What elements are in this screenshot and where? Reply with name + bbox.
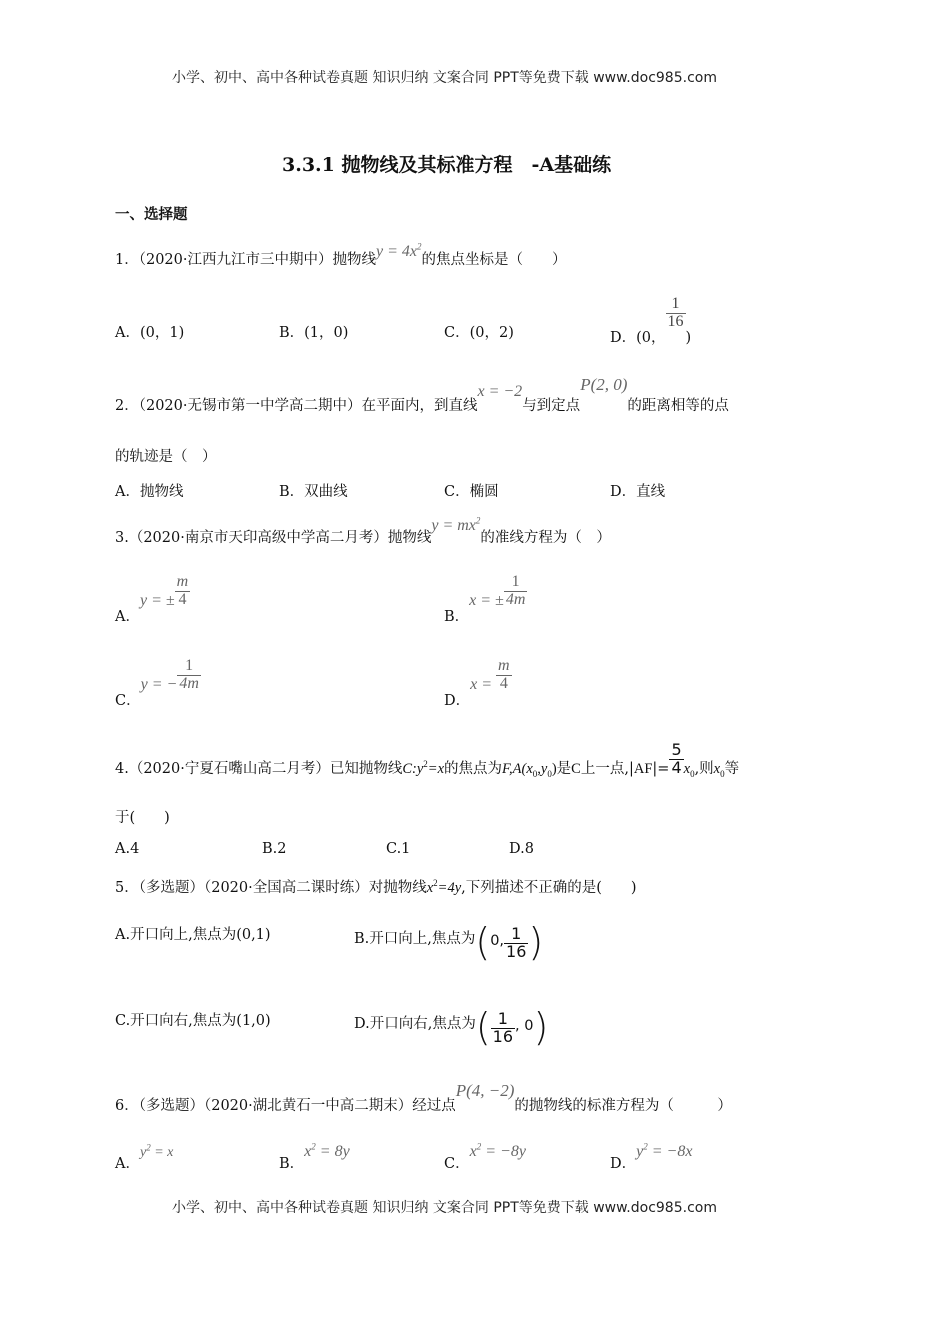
section-heading: 一、选择题	[115, 206, 188, 223]
q2-option-b[interactable]: B．双曲线	[279, 484, 348, 500]
q2-option-d[interactable]: D．直线	[610, 484, 666, 500]
q3-option-c[interactable]: C．y = − $\frac{1}{4m}$	[115, 657, 199, 710]
q2-option-c[interactable]: C．椭圆	[444, 484, 499, 500]
q5b-fraction: $\frac{1}{16}$	[506, 923, 527, 961]
q2-stem-d: 的轨迹是（ ）	[115, 449, 217, 465]
question-6: 6．（多选题）（2020·湖北黄石一中高二期末）经过点P(4, −2)的抛物线的标准方程为（ ）	[115, 1081, 732, 1114]
q5-option-d[interactable]: D.开口向右,焦点为( $\frac{1}{16}$ , 0)	[354, 1005, 549, 1049]
q1-fraction: $\frac{1}{16}$	[667, 295, 684, 330]
q6-option-b[interactable]: B．$x^2 = 8y$	[279, 1141, 350, 1172]
q6-point: P(4, −2)	[455, 1081, 515, 1100]
page-title: 3.3.1 抛物线及其标准方程 -A基础练	[282, 154, 612, 176]
q4-stem-h: 于( )	[115, 810, 170, 826]
q1-option-d[interactable]: D．(0， $\frac{1}{16}$ )	[610, 295, 692, 347]
question-1	[115, 241, 567, 269]
q5-option-a[interactable]: A.开口向上,焦点为(0,1)	[115, 927, 271, 943]
q3b-fraction: $\frac{1}{4m}$	[505, 573, 526, 608]
question-3: 3.（2020·南京市天印高级中学高二月考）抛物线$y = mx^2$的准线方程为（ ）	[115, 515, 611, 546]
q3-option-b[interactable]: B．x = ± $\frac{1}{4m}$	[444, 573, 526, 626]
q1-option-c[interactable]: C．(0，2)	[444, 325, 514, 341]
q5-option-c[interactable]: C.开口向右,焦点为(1,0)	[115, 1013, 271, 1029]
q1-option-a[interactable]: A．(0，1)	[115, 325, 185, 341]
q2-point: P(2, 0)	[580, 375, 628, 394]
page-footer: 小学、初中、高中各种试卷真题 知识归纳 文案合同 PPT等免费下载 www.doc985.com	[172, 1200, 717, 1216]
question-2: 2．（2020·无锡市第一中学高二期中）在平面内，到直线x = −2与到定点P(2, 0)的距离相等的点	[115, 375, 729, 414]
q4-option-b[interactable]: B.2	[262, 841, 287, 857]
question-5: 5．（多选题）（2020·全国高二课时练）对抛物线$x^2=4y$,下列描述不正确的是( )	[115, 878, 637, 896]
q5-option-b[interactable]: B.开口向上,焦点为(0, $\frac{1}{16}$ )	[354, 920, 544, 964]
q3d-fraction: $\frac{m}{4}$	[498, 657, 510, 692]
q4-option-d[interactable]: D.8	[509, 841, 534, 857]
q5d-fraction: $\frac{1}{16}$	[492, 1008, 514, 1046]
q3-equation: $y = mx^2$	[431, 515, 481, 534]
q3-option-a[interactable]: A．y = ± $\frac{m}{4}$	[115, 573, 189, 626]
q6-option-a[interactable]: A．$y^2 = x$	[115, 1142, 174, 1172]
q3c-fraction: $\frac{1}{4m}$	[179, 657, 199, 692]
q6-option-c[interactable]: C．$x^2 = -8y$	[444, 1141, 526, 1172]
q1-stem-a: 1．（2020·江西九江市三中期中）抛物线	[115, 252, 376, 268]
question-4: 4.（2020·宁夏石嘴山高二月考）已知抛物线$C:y^2=x$的焦点为$F,A(x_0,y_0)$是C上一点,|AF|= $\frac{5}{4}$ $x_0$,则$x_0$等	[115, 740, 740, 780]
q4-option-c[interactable]: C.1	[386, 841, 411, 857]
q3a-fraction: $\frac{m}{4}$	[176, 573, 189, 608]
q2-option-a[interactable]: A．抛物线	[115, 484, 184, 500]
q4-fraction: $\frac{5}{4}$	[671, 740, 682, 777]
q1-option-b[interactable]: B．(1，0)	[279, 325, 349, 341]
q6-option-d[interactable]: D．$y^2 = -8x$	[610, 1141, 693, 1172]
q4-option-a[interactable]: A.4	[115, 841, 140, 857]
q1-stem-b: 的焦点坐标是（ ）	[421, 252, 567, 268]
page-header: 小学、初中、高中各种试卷真题 知识归纳 文案合同 PPT等免费下载 www.doc985.com	[172, 70, 717, 86]
q1-equation: $y = 4x^2$	[376, 241, 422, 260]
q3-option-d[interactable]: D．x = $\frac{m}{4}$	[444, 657, 510, 710]
q2-line-equation: x = −2	[477, 383, 523, 400]
